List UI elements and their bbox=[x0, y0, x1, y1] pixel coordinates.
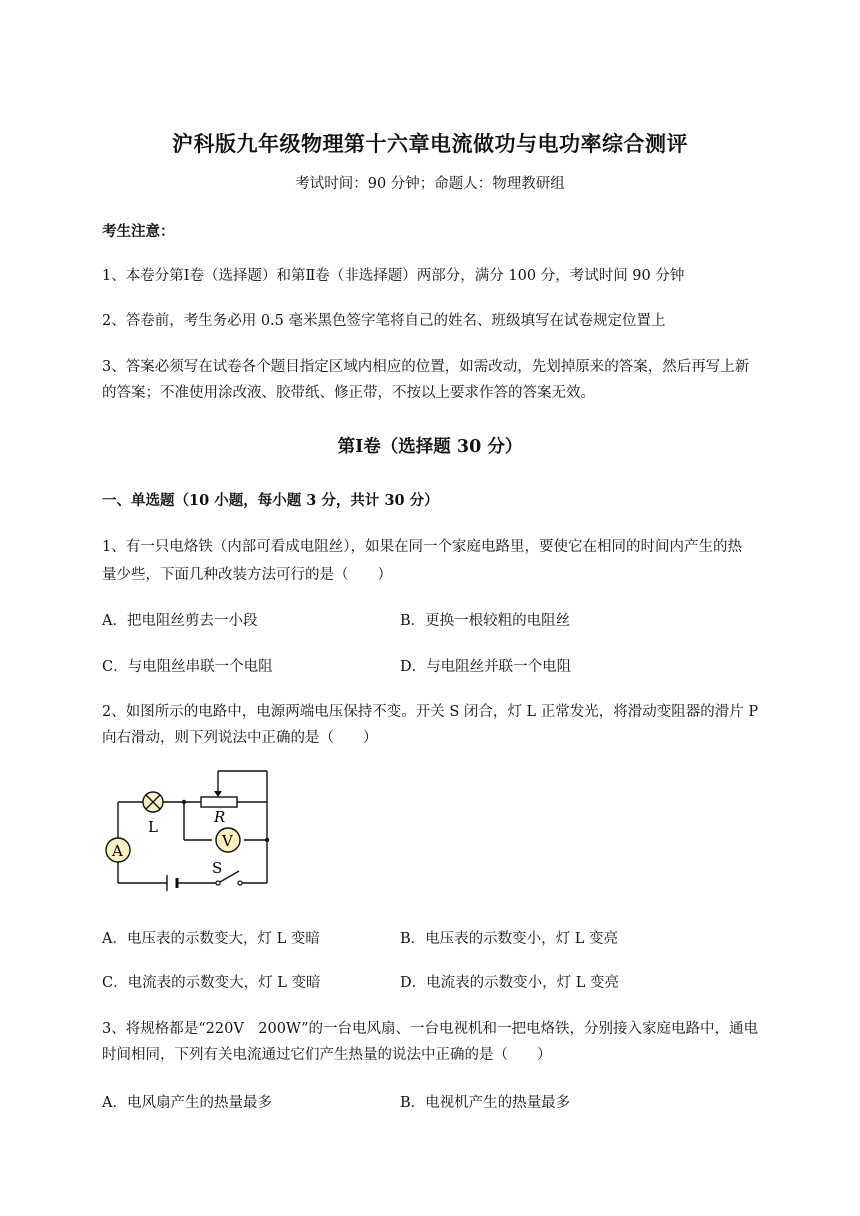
question-1-line-2: 量少些，下面几种改装方法可行的是（ ） bbox=[102, 567, 392, 583]
lamp-symbol bbox=[143, 792, 163, 812]
circuit-diagram bbox=[100, 770, 280, 898]
page-title: 沪科版九年级物理第十六章电流做功与电功率综合测评 bbox=[172, 131, 688, 156]
voltmeter-label: V bbox=[222, 832, 233, 850]
question-3-line-2: 时间相同，下列有关电流通过它们产生热量的说法中正确的是（ ） bbox=[102, 1047, 552, 1063]
question-2-line-2: 向右滑动，则下列说法中正确的是（ ） bbox=[102, 730, 378, 746]
notice-heading: 考生注意： bbox=[102, 223, 175, 240]
question-1-line-1: 1、有一只电烙铁（内部可看成电阻丝），如果在同一个家庭电路里，要使它在相同的时间内产生的热 bbox=[102, 539, 742, 555]
question-2-option-d[interactable]: D．电流表的示数变小，灯 L 变亮 bbox=[400, 975, 619, 991]
ammeter-label: A bbox=[112, 842, 123, 860]
question-2-option-b[interactable]: B．电压表的示数变小，灯 L 变亮 bbox=[400, 931, 619, 947]
question-2-line-1: 2、如图所示的电路中，电源两端电压保持不变。开关 S 闭合，灯 L 正常发光，将滑动变阻器的滑片 P bbox=[102, 704, 759, 720]
switch-label: S bbox=[212, 859, 223, 877]
notice-item-2: 2、答卷前，考生务必用 0.5 毫米黑色签字笔将自己的姓名、班级填写在试卷规定位置上 bbox=[102, 313, 666, 329]
notice-item-1: 1、本卷分第Ⅰ卷（选择题）和第Ⅱ卷（非选择题）两部分，满分 100 分，考试时间 90 分钟 bbox=[102, 268, 685, 284]
section-title: 第Ⅰ卷（选择题 30 分） bbox=[337, 437, 523, 457]
question-3-option-a[interactable]: A．电风扇产生的热量最多 bbox=[102, 1095, 272, 1111]
question-3-option-b[interactable]: B．电视机产生的热量最多 bbox=[400, 1095, 571, 1111]
question-1-option-b[interactable]: B．更换一根较粗的电阻丝 bbox=[400, 613, 571, 629]
question-1-option-c[interactable]: C．与电阻丝串联一个电阻 bbox=[102, 659, 273, 675]
lamp-label: L bbox=[148, 818, 158, 836]
rheostat-label: R bbox=[214, 808, 226, 826]
part-heading: 一、单选题（10 小题，每小题 3 分，共计 30 分） bbox=[102, 492, 439, 509]
question-3-line-1: 3、将规格都是“220V 200W”的一台电风扇、一台电视机和一把电烙铁，分别接入家庭电路中，通电 bbox=[102, 1021, 759, 1037]
question-2-option-c[interactable]: C．电流表的示数变大，灯 L 变暗 bbox=[102, 975, 321, 991]
question-1-option-d[interactable]: D．与电阻丝并联一个电阻 bbox=[400, 659, 572, 675]
question-1-option-a[interactable]: A．把电阻丝剪去一小段 bbox=[102, 613, 258, 629]
notice-item-3-line-1: 3、答案必须写在试卷各个题目指定区域内相应的位置，如需改动，先划掉原来的答案，然后再写上新 bbox=[102, 359, 750, 375]
notice-item-3-line-2: 的答案；不准使用涂改液、胶带纸、修正带，不按以上要求作答的答案无效。 bbox=[102, 385, 595, 401]
question-2-option-a[interactable]: A．电压表的示数变大，灯 L 变暗 bbox=[102, 931, 320, 947]
exam-info: 考试时间：90 分钟；命题人：物理教研组 bbox=[295, 176, 565, 192]
